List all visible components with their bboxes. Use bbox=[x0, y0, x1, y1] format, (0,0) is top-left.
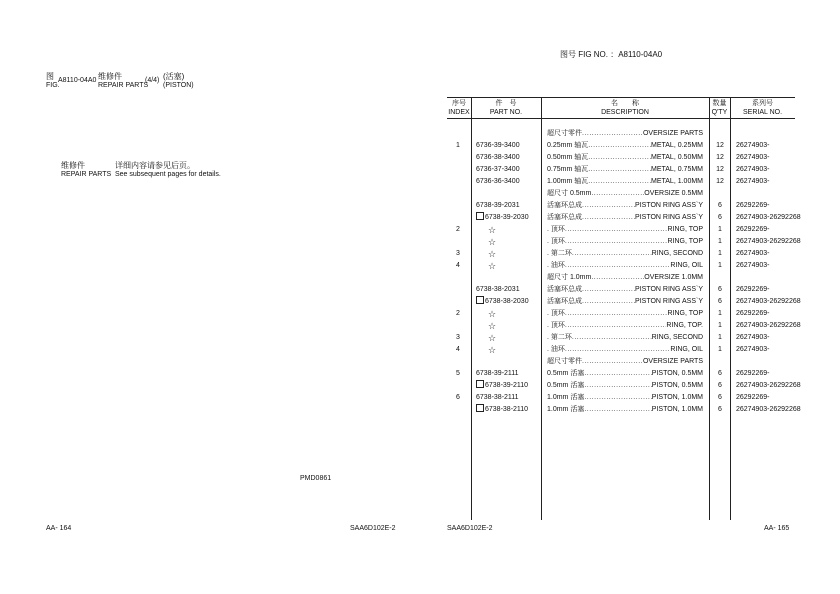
table-header-border bbox=[447, 118, 795, 119]
row-description bbox=[547, 356, 703, 368]
row-index: 4 bbox=[456, 262, 460, 269]
header-index-en: INDEX bbox=[448, 109, 470, 116]
row-quantity: 6 bbox=[718, 214, 722, 221]
row-description-zh: 0.5mm 活塞 bbox=[547, 382, 585, 389]
table-row bbox=[448, 176, 798, 188]
leader-dots bbox=[584, 380, 651, 392]
table-row bbox=[448, 140, 798, 152]
row-description-zh: . 顶环 bbox=[547, 322, 565, 329]
row-description-zh: . 第二环 bbox=[547, 250, 572, 257]
leader-dots bbox=[584, 392, 651, 404]
row-description-zh: 0.5mm 活塞 bbox=[547, 370, 585, 377]
row-description-en: RING, TOP bbox=[667, 310, 703, 317]
leader-dots bbox=[565, 260, 670, 272]
table-row bbox=[448, 380, 801, 392]
leader-dots bbox=[565, 224, 668, 236]
row-part-number bbox=[476, 212, 542, 224]
note-text-en: See subsequent pages for details. bbox=[115, 171, 221, 178]
row-description-en: PISTON RING ASS`Y bbox=[635, 286, 703, 293]
row-description-zh: . 顶环 bbox=[547, 238, 565, 245]
row-description-en: PISTON RING ASS`Y bbox=[635, 202, 703, 209]
leader-dots bbox=[584, 404, 651, 416]
table-row bbox=[448, 212, 801, 224]
table-row bbox=[448, 200, 798, 212]
leader-dots bbox=[572, 332, 652, 344]
table-row bbox=[448, 356, 798, 368]
row-part-number bbox=[476, 200, 542, 212]
leader-dots bbox=[588, 176, 651, 188]
row-description-en: METAL, 0.25MM bbox=[651, 142, 703, 149]
row-index: 2 bbox=[456, 226, 460, 233]
leader-dots bbox=[582, 284, 635, 296]
row-serial-number: 26292269- bbox=[736, 226, 770, 233]
leader-dots bbox=[565, 344, 670, 356]
table-row bbox=[448, 284, 798, 296]
row-quantity: 6 bbox=[718, 286, 722, 293]
leader-dots bbox=[582, 128, 643, 140]
row-description-en: PISTON, 0.5MM bbox=[651, 382, 703, 389]
part-name-en: (PISTON) bbox=[163, 82, 194, 89]
row-description-zh: . 油环 bbox=[547, 346, 565, 353]
row-description-en: OVERSIZE PARTS bbox=[642, 130, 703, 137]
row-description bbox=[547, 212, 703, 224]
row-serial-number: 26274903- bbox=[736, 154, 770, 161]
row-description bbox=[547, 320, 703, 332]
header-serial-en: SERIAL NO. bbox=[742, 109, 783, 116]
header-desc-en: DESCRIPTION bbox=[601, 109, 649, 116]
row-serial-number: 26292269- bbox=[736, 310, 770, 317]
table-row bbox=[448, 308, 798, 320]
row-description-zh: 0.50mm 轴瓦 bbox=[547, 154, 589, 161]
row-part-text: 6738-39-2110 bbox=[485, 382, 529, 389]
leader-dots bbox=[584, 368, 651, 380]
row-serial-number: 26292269- bbox=[736, 286, 770, 293]
title-en: REPAIR PARTS bbox=[98, 82, 149, 89]
row-index: 3 bbox=[456, 334, 460, 341]
row-part-number bbox=[476, 392, 542, 404]
row-serial-number: 26274903- bbox=[736, 178, 770, 185]
row-description-zh: 活塞环总成 bbox=[547, 298, 582, 305]
leader-dots bbox=[565, 236, 668, 248]
table-row bbox=[448, 272, 798, 284]
row-serial-number: 26274903- bbox=[736, 334, 770, 341]
row-description-zh: 活塞环总成 bbox=[547, 286, 582, 293]
row-serial-number: 26274903-26292268 bbox=[736, 238, 801, 245]
leader-dots bbox=[591, 272, 644, 284]
row-serial-number: 26292269- bbox=[736, 370, 770, 377]
row-description-en: RING, SECOND bbox=[651, 334, 703, 341]
row-description-zh: 活塞环总成 bbox=[547, 214, 582, 221]
drawing-code: PMD0861 bbox=[300, 475, 332, 482]
header-qty-zh: 数量 bbox=[712, 100, 727, 107]
title-zh: 维修件 bbox=[98, 72, 122, 81]
row-description-zh: . 油环 bbox=[547, 262, 565, 269]
row-part-text: ☆ bbox=[488, 237, 497, 247]
row-serial-number: 26274903- bbox=[736, 250, 770, 257]
row-description-en: PISTON RING ASS`Y bbox=[635, 298, 703, 305]
row-description-en: METAL, 1.00MM bbox=[651, 178, 703, 185]
row-description bbox=[547, 344, 703, 356]
table-row bbox=[448, 368, 798, 380]
row-part-number bbox=[476, 368, 542, 380]
row-serial-number: 26274903-26292268 bbox=[736, 382, 801, 389]
row-description-en: RING, SECOND bbox=[651, 250, 703, 257]
row-part-text: ☆ bbox=[488, 309, 497, 319]
row-quantity: 1 bbox=[718, 346, 722, 353]
row-quantity: 1 bbox=[718, 226, 722, 233]
row-serial-number: 26274903-26292268 bbox=[736, 298, 801, 305]
row-serial-number: 26274903-26292268 bbox=[736, 214, 801, 221]
leader-dots bbox=[565, 308, 668, 320]
row-index: 5 bbox=[456, 370, 460, 377]
table-row bbox=[448, 332, 798, 344]
row-description bbox=[547, 164, 703, 176]
note-label-zh: 维修件 bbox=[61, 161, 85, 170]
part-name-zh: (活塞) bbox=[163, 72, 185, 81]
row-description-zh: . 顶环 bbox=[547, 226, 565, 233]
row-description-en: PISTON, 1.0MM bbox=[651, 406, 703, 413]
leader-dots bbox=[588, 152, 651, 164]
row-description bbox=[547, 224, 703, 236]
right-page-number: AA- 165 bbox=[764, 525, 790, 532]
row-description-zh: 0.25mm 轴瓦 bbox=[547, 142, 589, 149]
row-description-zh: 活塞环总成 bbox=[547, 202, 582, 209]
row-part-text: ☆ bbox=[488, 333, 497, 343]
header-qty-en: Q'TY bbox=[711, 109, 728, 116]
header-desc-zh: 名 称 bbox=[611, 100, 639, 107]
leader-dots bbox=[582, 296, 635, 308]
row-description bbox=[547, 236, 703, 248]
row-description bbox=[547, 188, 703, 200]
row-quantity: 6 bbox=[718, 370, 722, 377]
row-quantity: 12 bbox=[716, 154, 724, 161]
row-description-en: RING, TOP. bbox=[666, 322, 703, 329]
row-part-text: ☆ bbox=[488, 345, 497, 355]
row-part-number bbox=[476, 284, 542, 296]
row-serial-number: 26274903- bbox=[736, 346, 770, 353]
row-quantity: 1 bbox=[718, 322, 722, 329]
row-part-text: 6738-39-2111 bbox=[476, 370, 519, 377]
row-description bbox=[547, 332, 703, 344]
row-description-zh: 1.0mm 活塞 bbox=[547, 406, 585, 413]
row-description-zh: 1.00mm 轴瓦 bbox=[547, 178, 589, 185]
leader-dots bbox=[572, 248, 652, 260]
checkbox-square-icon bbox=[476, 380, 484, 388]
row-description bbox=[547, 260, 703, 272]
row-description-zh: . 顶环 bbox=[547, 310, 565, 317]
fig-number: A8110-04A0 bbox=[58, 77, 97, 84]
row-description bbox=[547, 128, 703, 140]
checkbox-square-icon bbox=[476, 296, 484, 304]
row-quantity: 1 bbox=[718, 310, 722, 317]
row-serial-number: 26274903-26292268 bbox=[736, 322, 801, 329]
row-description-zh: 超尺寸零件 bbox=[547, 130, 582, 137]
row-part-text: 6738-38-2030 bbox=[485, 298, 529, 305]
row-description bbox=[547, 404, 703, 416]
row-serial-number: 26274903- bbox=[736, 166, 770, 173]
header-part-zh: 件 号 bbox=[495, 100, 517, 107]
table-row bbox=[448, 296, 801, 308]
row-description bbox=[547, 284, 703, 296]
table-row bbox=[448, 188, 798, 200]
row-part-number bbox=[476, 380, 542, 392]
row-description-en: RING, OIL bbox=[670, 262, 703, 269]
row-part-text: ☆ bbox=[488, 249, 497, 259]
table-row bbox=[448, 152, 798, 164]
row-serial-number: 26274903- bbox=[736, 142, 770, 149]
header-index-zh: 序号 bbox=[452, 100, 466, 107]
row-description-zh: 超尺寸 0.5mm bbox=[547, 190, 592, 197]
row-description bbox=[547, 392, 703, 404]
table-row bbox=[448, 404, 801, 416]
row-quantity: 1 bbox=[718, 238, 722, 245]
row-description-en: OVERSIZE 1.0MM bbox=[644, 274, 703, 281]
row-quantity: 6 bbox=[718, 394, 722, 401]
leader-dots bbox=[588, 140, 651, 152]
row-description-en: METAL, 0.50MM bbox=[651, 154, 703, 161]
row-description-zh: 0.75mm 轴瓦 bbox=[547, 166, 589, 173]
row-description bbox=[547, 152, 703, 164]
row-quantity: 1 bbox=[718, 250, 722, 257]
row-description bbox=[547, 176, 703, 188]
row-part-number bbox=[476, 164, 542, 176]
row-description-en: PISTON, 0.5MM bbox=[651, 370, 703, 377]
header-part-en: PART NO. bbox=[489, 109, 523, 116]
row-quantity: 6 bbox=[718, 382, 722, 389]
row-description-en: RING, OIL bbox=[670, 346, 703, 353]
row-index: 3 bbox=[456, 250, 460, 257]
row-description-zh: . 第二环 bbox=[547, 334, 572, 341]
row-part-text: 6738-38-2111 bbox=[476, 394, 519, 401]
checkbox-square-icon bbox=[476, 212, 484, 220]
row-part-text: ☆ bbox=[488, 225, 497, 235]
row-description bbox=[547, 272, 703, 284]
checkbox-square-icon bbox=[476, 404, 484, 412]
row-quantity: 6 bbox=[718, 202, 722, 209]
row-part-text: ☆ bbox=[488, 261, 497, 271]
row-part-text: 6736-38-3400 bbox=[476, 154, 520, 161]
fig-label-zh: 图 bbox=[46, 72, 54, 81]
row-part-text: 6738-38-2110 bbox=[485, 406, 529, 413]
row-part-number bbox=[476, 404, 542, 416]
fig-no-header: 图号 FIG NO. ：A8110-04A0 bbox=[560, 50, 663, 59]
leader-dots bbox=[588, 164, 651, 176]
row-description-en: RING, TOP bbox=[667, 226, 703, 233]
right-model: SAA6D102E-2 bbox=[447, 525, 493, 532]
row-part-number bbox=[476, 140, 542, 152]
row-part-text: 6736-36-3400 bbox=[476, 178, 520, 185]
table-row bbox=[448, 224, 798, 236]
table-row bbox=[448, 248, 798, 260]
table-row bbox=[448, 344, 798, 356]
table-top-border bbox=[447, 97, 795, 98]
header-serial-zh: 系列号 bbox=[752, 100, 773, 107]
row-index: 6 bbox=[456, 394, 460, 401]
row-quantity: 12 bbox=[716, 142, 724, 149]
row-description bbox=[547, 200, 703, 212]
row-quantity: 1 bbox=[718, 262, 722, 269]
row-description bbox=[547, 308, 703, 320]
table-row bbox=[448, 260, 798, 272]
row-quantity: 12 bbox=[716, 178, 724, 185]
leader-dots bbox=[565, 320, 667, 332]
row-description-en: METAL, 0.75MM bbox=[651, 166, 703, 173]
row-description-en: OVERSIZE PARTS bbox=[642, 358, 703, 365]
table-row bbox=[448, 164, 798, 176]
table-row bbox=[448, 320, 801, 332]
table-row bbox=[448, 128, 798, 140]
row-description-zh: 超尺寸零件 bbox=[547, 358, 582, 365]
sheet-number: (4/4) bbox=[145, 77, 160, 84]
leader-dots bbox=[582, 212, 635, 224]
row-serial-number: 26292269- bbox=[736, 202, 770, 209]
leader-dots bbox=[582, 356, 643, 368]
row-index: 4 bbox=[456, 346, 460, 353]
row-description-en: PISTON, 1.0MM bbox=[651, 394, 703, 401]
row-quantity: 1 bbox=[718, 334, 722, 341]
row-serial-number: 26274903- bbox=[736, 262, 770, 269]
row-part-number bbox=[476, 176, 542, 188]
row-quantity: 6 bbox=[718, 406, 722, 413]
row-quantity: 6 bbox=[718, 298, 722, 305]
row-quantity: 12 bbox=[716, 166, 724, 173]
row-description-en: RING, TOP bbox=[667, 238, 703, 245]
row-description-zh: 1.0mm 活塞 bbox=[547, 394, 585, 401]
row-serial-number: 26292269- bbox=[736, 394, 770, 401]
note-label-en: REPAIR PARTS bbox=[61, 171, 112, 178]
row-description bbox=[547, 296, 703, 308]
row-description bbox=[547, 380, 703, 392]
row-description-zh: 超尺寸 1.0mm bbox=[547, 274, 592, 281]
note-text-zh: 详细内容请参见后页。 bbox=[115, 161, 195, 170]
left-page-number: AA- 164 bbox=[46, 525, 72, 532]
fig-label-en: FIG. bbox=[46, 82, 60, 89]
row-index: 1 bbox=[456, 142, 460, 149]
row-part-number bbox=[476, 296, 542, 308]
leader-dots bbox=[591, 188, 644, 200]
row-description bbox=[547, 140, 703, 152]
row-part-text: 6738-39-2030 bbox=[485, 214, 529, 221]
row-part-text: 6736-39-3400 bbox=[476, 142, 520, 149]
row-description-en: PISTON RING ASS`Y bbox=[635, 214, 703, 221]
row-part-text: ☆ bbox=[488, 321, 497, 331]
row-part-text: 6738-39-2031 bbox=[476, 202, 520, 209]
table-row bbox=[448, 392, 798, 404]
row-part-text: 6736-37-3400 bbox=[476, 166, 520, 173]
row-serial-number: 26274903-26292268 bbox=[736, 406, 801, 413]
row-part-number bbox=[476, 152, 542, 164]
row-description bbox=[547, 248, 703, 260]
row-description-en: OVERSIZE 0.5MM bbox=[644, 190, 703, 197]
left-model: SAA6D102E-2 bbox=[350, 525, 396, 532]
row-part-text: 6738-38-2031 bbox=[476, 286, 520, 293]
row-description bbox=[547, 368, 703, 380]
table-row bbox=[448, 236, 801, 248]
row-index: 2 bbox=[456, 310, 460, 317]
leader-dots bbox=[582, 200, 635, 212]
